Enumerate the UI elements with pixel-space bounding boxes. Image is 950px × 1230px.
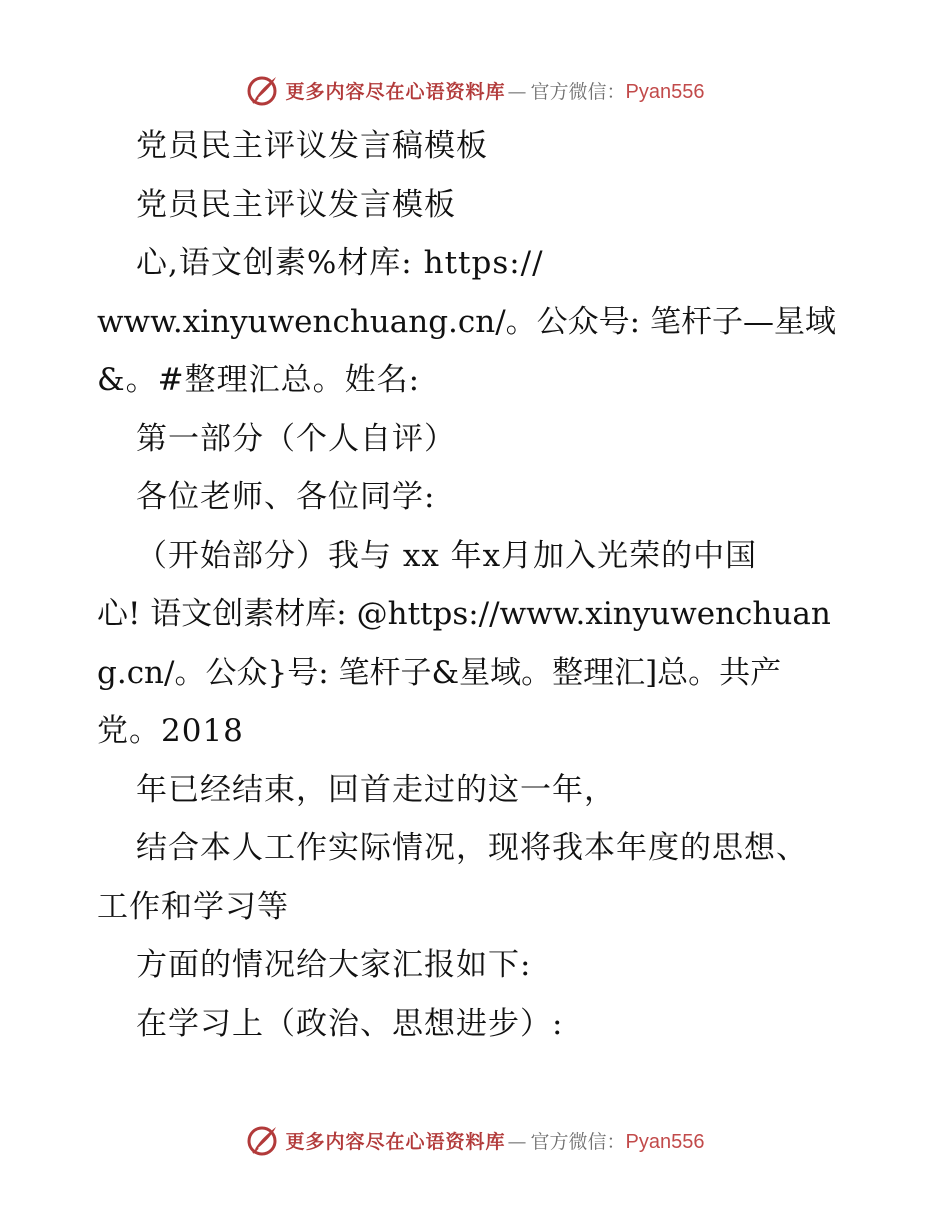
watermark-account: Pyan556	[625, 80, 705, 103]
paragraph-line: （开始部分）我与 xx 年x月加入光荣的中国	[136, 537, 758, 574]
feather-circle-logo-icon	[246, 73, 280, 107]
paragraph-line: 党。2018	[97, 713, 244, 749]
paragraph-line: &。#整理汇总。姓名:	[97, 362, 421, 398]
paragraph-line: g.cn/。公众}号: 笔杆子&星域。整理汇]总。共产	[97, 654, 782, 691]
paragraph-line: 方面的情况给大家汇报如下:	[136, 947, 532, 983]
watermark-sub-text: 官方微信：	[530, 1130, 626, 1153]
paragraph-line: 年已经结束，回首走过的这一年，	[136, 771, 616, 808]
watermark-main-text: 更多内容尽在心语资料库	[285, 1130, 506, 1153]
watermark-separator: —	[507, 80, 527, 103]
watermark-sub-text: 官方微信：	[530, 80, 626, 103]
footer-watermark	[0, 1120, 950, 1160]
paragraph-line: 在学习上（政治、思想进步）:	[136, 1005, 564, 1042]
document-subtitle: 党员民主评议发言模板	[136, 186, 456, 223]
document-body	[97, 117, 857, 1053]
paragraph-line: 结合本人工作实际情况，现将我本年度的思想、	[136, 830, 808, 866]
document-title: 党员民主评议发言稿模板	[136, 128, 488, 164]
watermark-separator: —	[507, 1130, 527, 1153]
paragraph-line: 心! 语文创素材库: @https://www.xinyuwenchuan	[97, 596, 831, 632]
paragraph-line: 工作和学习等	[97, 888, 289, 925]
feather-circle-logo-icon	[246, 1123, 280, 1157]
paragraph-line: www.xinyuwenchuang.cn/。公众号: 笔杆子—星域	[97, 303, 836, 340]
watermark-account: Pyan556	[625, 1130, 705, 1153]
watermark-text	[286, 1127, 705, 1154]
header-watermark	[0, 70, 950, 110]
watermark-text	[286, 77, 705, 104]
watermark-main-text: 更多内容尽在心语资料库	[285, 80, 506, 103]
section-heading: 第一部分（个人自评）	[136, 420, 456, 457]
salutation: 各位老师、各位同学:	[136, 479, 436, 515]
paragraph-line: 心,语文创素%材库: https://	[136, 245, 544, 281]
